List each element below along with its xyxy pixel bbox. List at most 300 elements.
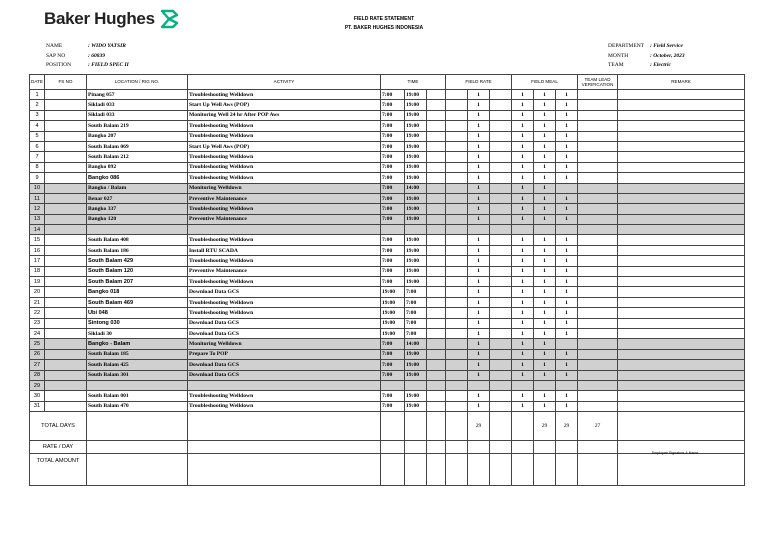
row-date: 15 <box>30 235 45 245</box>
row-location: South Balam 185 <box>87 349 188 359</box>
row-rate-a <box>446 152 468 162</box>
row-meal-2: 1 <box>534 173 556 183</box>
row-rate-a <box>446 339 468 349</box>
row-rate-c <box>490 225 512 235</box>
row-meal-1: 1 <box>512 214 534 224</box>
table-row <box>30 349 745 359</box>
row-remark <box>618 349 745 359</box>
row-meal-2: 1 <box>534 131 556 141</box>
row-meal-3: 1 <box>556 90 578 100</box>
table-row <box>30 214 745 224</box>
row-activity: Preventive Maintenance <box>188 266 381 276</box>
row-time-end: 7:00 <box>405 297 427 307</box>
row-date: 9 <box>30 173 45 183</box>
row-location: Pinang 057 <box>87 90 188 100</box>
row-rate-c <box>490 277 512 287</box>
field-rate-table <box>29 74 745 486</box>
table-row <box>30 183 745 193</box>
row-meal-3: 1 <box>556 193 578 203</box>
row-rate-a <box>446 318 468 328</box>
row-remark <box>618 214 745 224</box>
row-time-end: 19:00 <box>405 235 427 245</box>
row-activity: Download Data GCS <box>188 318 381 328</box>
row-rate-c <box>490 256 512 266</box>
row-fs-no <box>45 152 87 162</box>
row-time-extra <box>427 318 446 328</box>
amount-label: TOTAL AMOUNT <box>30 454 87 486</box>
row-time-start: 7:00 <box>381 152 405 162</box>
row-time-start: 7:00 <box>381 90 405 100</box>
row-fs-no <box>45 266 87 276</box>
row-date: 22 <box>30 308 45 318</box>
row-rate-c <box>490 162 512 172</box>
row-activity: Preventive Maintenance <box>188 193 381 203</box>
table-row <box>30 256 745 266</box>
row-meal-2: 1 <box>534 360 556 370</box>
row-rate-c <box>490 339 512 349</box>
row-time-start: 7:00 <box>381 173 405 183</box>
row-fs-no <box>45 380 87 390</box>
row-meal-2: 1 <box>534 204 556 214</box>
row-meal-1: 1 <box>512 328 534 338</box>
row-time-start: 7:00 <box>381 214 405 224</box>
row-meal-1: 1 <box>512 277 534 287</box>
row-activity: Troubleshooting Welldown <box>188 152 381 162</box>
row-meal-3: 1 <box>556 328 578 338</box>
row-location: Sintong 030 <box>87 318 188 328</box>
table-row <box>30 287 745 297</box>
row-meal-3: 1 <box>556 370 578 380</box>
row-remark <box>618 100 745 110</box>
row-meal-2: 1 <box>534 318 556 328</box>
row-rate-c <box>490 193 512 203</box>
row-date: 14 <box>30 225 45 235</box>
row-activity: Monitoring Well 24 hr After POP Aws <box>188 110 381 120</box>
table-row <box>30 318 745 328</box>
amount-row <box>30 454 745 486</box>
row-location: South Balam 069 <box>87 141 188 151</box>
row-field-rate: 1 <box>468 339 490 349</box>
row-meal-2: 1 <box>534 193 556 203</box>
row-meal-3: 1 <box>556 277 578 287</box>
row-fs-no <box>45 235 87 245</box>
row-field-rate: 1 <box>468 245 490 255</box>
row-field-rate: 1 <box>468 214 490 224</box>
table-row <box>30 90 745 100</box>
total-meal-3: 27 <box>578 412 618 441</box>
table-row <box>30 131 745 141</box>
row-remark <box>618 339 745 349</box>
row-date: 12 <box>30 204 45 214</box>
dept-label: DEPARTMENT <box>608 43 645 49</box>
row-field-rate: 1 <box>468 131 490 141</box>
row-rate-c <box>490 318 512 328</box>
row-rate-a <box>446 214 468 224</box>
total-meal-2: 29 <box>556 412 578 441</box>
row-team-lead <box>578 90 618 100</box>
row-meal-1: 1 <box>512 391 534 401</box>
row-team-lead <box>578 391 618 401</box>
table-row <box>30 360 745 370</box>
rate-row <box>30 441 745 454</box>
row-team-lead <box>578 297 618 307</box>
row-activity: Troubleshooting Welldown <box>188 401 381 411</box>
row-meal-3: 1 <box>556 349 578 359</box>
row-time-extra <box>427 328 446 338</box>
row-remark <box>618 235 745 245</box>
row-location: Benar 027 <box>87 193 188 203</box>
row-remark <box>618 318 745 328</box>
row-field-rate <box>468 380 490 390</box>
row-meal-1: 1 <box>512 162 534 172</box>
row-meal-1: 1 <box>512 266 534 276</box>
row-time-start: 7:00 <box>381 370 405 380</box>
row-meal-2 <box>534 225 556 235</box>
row-meal-3: 1 <box>556 121 578 131</box>
row-meal-3: 1 <box>556 131 578 141</box>
row-meal-2: 1 <box>534 245 556 255</box>
row-time-extra <box>427 401 446 411</box>
company-name: PT. BAKER HUGHES INDONESIA <box>344 25 424 31</box>
col-team-lead: TEAM LEAD VERIFICATION <box>578 75 618 90</box>
row-location: Sikladi 033 <box>87 110 188 120</box>
row-time-extra <box>427 245 446 255</box>
row-remark <box>618 391 745 401</box>
row-team-lead <box>578 339 618 349</box>
row-time-end: 19:00 <box>405 391 427 401</box>
row-rate-c <box>490 152 512 162</box>
row-location: Bangko / Balam <box>87 183 188 193</box>
row-remark <box>618 401 745 411</box>
row-remark <box>618 193 745 203</box>
row-meal-3: 1 <box>556 401 578 411</box>
row-time-end: 19:00 <box>405 173 427 183</box>
table-row <box>30 204 745 214</box>
employee-info <box>46 42 129 71</box>
row-location: Sikladi 30 <box>87 328 188 338</box>
row-meal-2: 1 <box>534 401 556 411</box>
row-fs-no <box>45 183 87 193</box>
row-location: Bangko - Balam <box>87 339 188 349</box>
row-time-end: 19:00 <box>405 266 427 276</box>
row-rate-a <box>446 277 468 287</box>
row-meal-1: 1 <box>512 256 534 266</box>
row-fs-no <box>45 110 87 120</box>
row-location: South Balam 219 <box>87 121 188 131</box>
row-rate-c <box>490 328 512 338</box>
row-rate-a <box>446 121 468 131</box>
row-time-end: 19:00 <box>405 204 427 214</box>
row-team-lead <box>578 121 618 131</box>
row-date: 7 <box>30 152 45 162</box>
row-remark <box>618 297 745 307</box>
row-team-lead <box>578 318 618 328</box>
table-row <box>30 100 745 110</box>
row-activity: Troubleshooting Welldown <box>188 297 381 307</box>
row-time-start: 7:00 <box>381 110 405 120</box>
row-field-rate: 1 <box>468 391 490 401</box>
row-time-start: 7:00 <box>381 277 405 287</box>
row-date: 29 <box>30 380 45 390</box>
row-rate-a <box>446 141 468 151</box>
row-location: South Balam 469 <box>87 297 188 307</box>
row-meal-3: 1 <box>556 173 578 183</box>
row-meal-3: 1 <box>556 214 578 224</box>
row-time-end: 19:00 <box>405 370 427 380</box>
row-meal-3: 1 <box>556 152 578 162</box>
row-meal-1: 1 <box>512 349 534 359</box>
row-date: 4 <box>30 121 45 131</box>
row-rate-c <box>490 391 512 401</box>
row-field-rate: 1 <box>468 370 490 380</box>
row-rate-a <box>446 308 468 318</box>
row-rate-a <box>446 401 468 411</box>
row-time-extra <box>427 297 446 307</box>
row-rate-c <box>490 110 512 120</box>
row-date: 25 <box>30 339 45 349</box>
row-activity: Troubleshooting Welldown <box>188 235 381 245</box>
logo-text: Baker Hughes <box>44 9 155 28</box>
row-time-extra <box>427 90 446 100</box>
row-meal-2: 1 <box>534 235 556 245</box>
row-team-lead <box>578 277 618 287</box>
row-time-end: 19:00 <box>405 141 427 151</box>
row-fs-no <box>45 173 87 183</box>
row-activity <box>188 380 381 390</box>
row-location <box>87 225 188 235</box>
row-time-start: 7:00 <box>381 401 405 411</box>
table-row <box>30 245 745 255</box>
row-location: Bangko 337 <box>87 204 188 214</box>
row-rate-a <box>446 193 468 203</box>
row-meal-3: 1 <box>556 391 578 401</box>
row-meal-1: 1 <box>512 370 534 380</box>
row-fs-no <box>45 225 87 235</box>
row-rate-c <box>490 401 512 411</box>
row-fs-no <box>45 318 87 328</box>
row-field-rate <box>468 225 490 235</box>
row-fs-no <box>45 245 87 255</box>
row-remark <box>618 110 745 120</box>
row-date: 27 <box>30 360 45 370</box>
table-row <box>30 121 745 131</box>
row-rate-c <box>490 308 512 318</box>
row-meal-2: 1 <box>534 339 556 349</box>
row-activity: Start Up Well Aws (POP) <box>188 100 381 110</box>
row-remark <box>618 245 745 255</box>
row-fs-no <box>45 141 87 151</box>
row-date: 1 <box>30 90 45 100</box>
row-location: South Balam 186 <box>87 245 188 255</box>
row-rate-a <box>446 235 468 245</box>
row-rate-a <box>446 256 468 266</box>
row-meal-1: 1 <box>512 308 534 318</box>
row-meal-2: 1 <box>534 152 556 162</box>
row-activity: Download Data GCS <box>188 287 381 297</box>
total-meal-1: 29 <box>534 412 556 441</box>
row-activity: Troubleshooting Welldown <box>188 90 381 100</box>
row-rate-c <box>490 183 512 193</box>
row-time-extra <box>427 349 446 359</box>
row-rate-a <box>446 380 468 390</box>
row-meal-3 <box>556 225 578 235</box>
row-time-extra <box>427 287 446 297</box>
row-rate-c <box>490 121 512 131</box>
row-activity: Troubleshooting Welldown <box>188 162 381 172</box>
row-rate-c <box>490 349 512 359</box>
row-team-lead <box>578 183 618 193</box>
row-date: 20 <box>30 287 45 297</box>
row-date: 31 <box>30 401 45 411</box>
row-remark <box>618 308 745 318</box>
row-field-rate: 1 <box>468 401 490 411</box>
row-remark <box>618 141 745 151</box>
row-meal-1: 1 <box>512 90 534 100</box>
row-rate-c <box>490 266 512 276</box>
row-date: 24 <box>30 328 45 338</box>
row-team-lead <box>578 110 618 120</box>
row-field-rate: 1 <box>468 100 490 110</box>
row-fs-no <box>45 100 87 110</box>
row-field-rate: 1 <box>468 308 490 318</box>
position-label: POSITION <box>46 62 72 68</box>
row-field-rate: 1 <box>468 183 490 193</box>
row-meal-1: 1 <box>512 297 534 307</box>
row-remark <box>618 370 745 380</box>
row-rate-c <box>490 370 512 380</box>
row-remark <box>618 277 745 287</box>
dept-value: : Field Service <box>650 43 683 49</box>
row-time-start: 7:00 <box>381 131 405 141</box>
row-activity: Install RTU SCADA <box>188 245 381 255</box>
team-value: : Electric <box>650 62 671 68</box>
row-team-lead <box>578 349 618 359</box>
row-time-end: 19:00 <box>405 162 427 172</box>
row-time-end: 19:00 <box>405 277 427 287</box>
row-time-extra <box>427 256 446 266</box>
month-label: MONTH <box>608 52 629 59</box>
row-meal-1 <box>512 225 534 235</box>
row-team-lead <box>578 173 618 183</box>
row-date: 28 <box>30 370 45 380</box>
row-date: 26 <box>30 349 45 359</box>
row-time-start: 7:00 <box>381 266 405 276</box>
row-time-end: 14:00 <box>405 339 427 349</box>
row-activity: Prepare To POP <box>188 349 381 359</box>
row-time-extra <box>427 152 446 162</box>
table-row <box>30 235 745 245</box>
table-row <box>30 225 745 235</box>
row-meal-2: 1 <box>534 277 556 287</box>
row-remark <box>618 266 745 276</box>
row-fs-no <box>45 277 87 287</box>
rate-label: RATE / DAY <box>30 441 87 454</box>
row-date: 13 <box>30 214 45 224</box>
row-time-end: 19:00 <box>405 131 427 141</box>
row-meal-2: 1 <box>534 287 556 297</box>
row-time-end: 19:00 <box>405 110 427 120</box>
row-fs-no <box>45 297 87 307</box>
row-time-start: 19:00 <box>381 328 405 338</box>
row-meal-2: 1 <box>534 214 556 224</box>
row-activity: Preventive Maintenance <box>188 214 381 224</box>
row-team-lead <box>578 308 618 318</box>
row-time-extra <box>427 339 446 349</box>
row-activity: Monitoring Welldown <box>188 183 381 193</box>
row-field-rate: 1 <box>468 266 490 276</box>
row-time-extra <box>427 110 446 120</box>
row-meal-1: 1 <box>512 100 534 110</box>
row-location: South Balam 301 <box>87 370 188 380</box>
row-remark <box>618 328 745 338</box>
total-days-label: TOTAL DAYS <box>30 412 87 441</box>
row-fs-no <box>45 308 87 318</box>
row-rate-a <box>446 297 468 307</box>
row-time-start: 7:00 <box>381 121 405 131</box>
row-field-rate: 1 <box>468 349 490 359</box>
row-rate-a <box>446 266 468 276</box>
row-field-rate: 1 <box>468 277 490 287</box>
row-meal-1: 1 <box>512 245 534 255</box>
row-time-end: 19:00 <box>405 245 427 255</box>
row-team-lead <box>578 131 618 141</box>
row-activity: Troubleshooting Welldown <box>188 391 381 401</box>
row-time-extra <box>427 277 446 287</box>
signature-label: Employee Signature & Name <box>652 451 699 455</box>
row-remark <box>618 380 745 390</box>
row-team-lead <box>578 287 618 297</box>
row-rate-a <box>446 162 468 172</box>
row-team-lead <box>578 225 618 235</box>
row-meal-2: 1 <box>534 90 556 100</box>
row-date: 21 <box>30 297 45 307</box>
row-time-start <box>381 380 405 390</box>
row-remark <box>618 131 745 141</box>
row-fs-no <box>45 214 87 224</box>
row-time-extra <box>427 235 446 245</box>
row-meal-1: 1 <box>512 131 534 141</box>
row-time-start: 7:00 <box>381 256 405 266</box>
row-team-lead <box>578 100 618 110</box>
row-time-start: 19:00 <box>381 308 405 318</box>
row-remark <box>618 162 745 172</box>
row-field-rate: 1 <box>468 318 490 328</box>
row-time-end: 19:00 <box>405 401 427 411</box>
row-remark <box>618 360 745 370</box>
table-row <box>30 370 745 380</box>
row-meal-2: 1 <box>534 256 556 266</box>
row-time-extra <box>427 391 446 401</box>
row-meal-2: 1 <box>534 100 556 110</box>
row-meal-1 <box>512 380 534 390</box>
row-rate-a <box>446 245 468 255</box>
row-rate-c <box>490 297 512 307</box>
row-rate-c <box>490 380 512 390</box>
row-date: 2 <box>30 100 45 110</box>
row-date: 16 <box>30 245 45 255</box>
row-meal-1: 1 <box>512 204 534 214</box>
col-remark: REMARK <box>618 75 745 90</box>
row-team-lead <box>578 204 618 214</box>
row-time-start: 7:00 <box>381 193 405 203</box>
row-meal-1: 1 <box>512 183 534 193</box>
row-rate-a <box>446 173 468 183</box>
row-time-start: 19:00 <box>381 318 405 328</box>
row-date: 8 <box>30 162 45 172</box>
row-field-rate: 1 <box>468 110 490 120</box>
row-remark <box>618 152 745 162</box>
col-time: TIME <box>381 75 446 90</box>
